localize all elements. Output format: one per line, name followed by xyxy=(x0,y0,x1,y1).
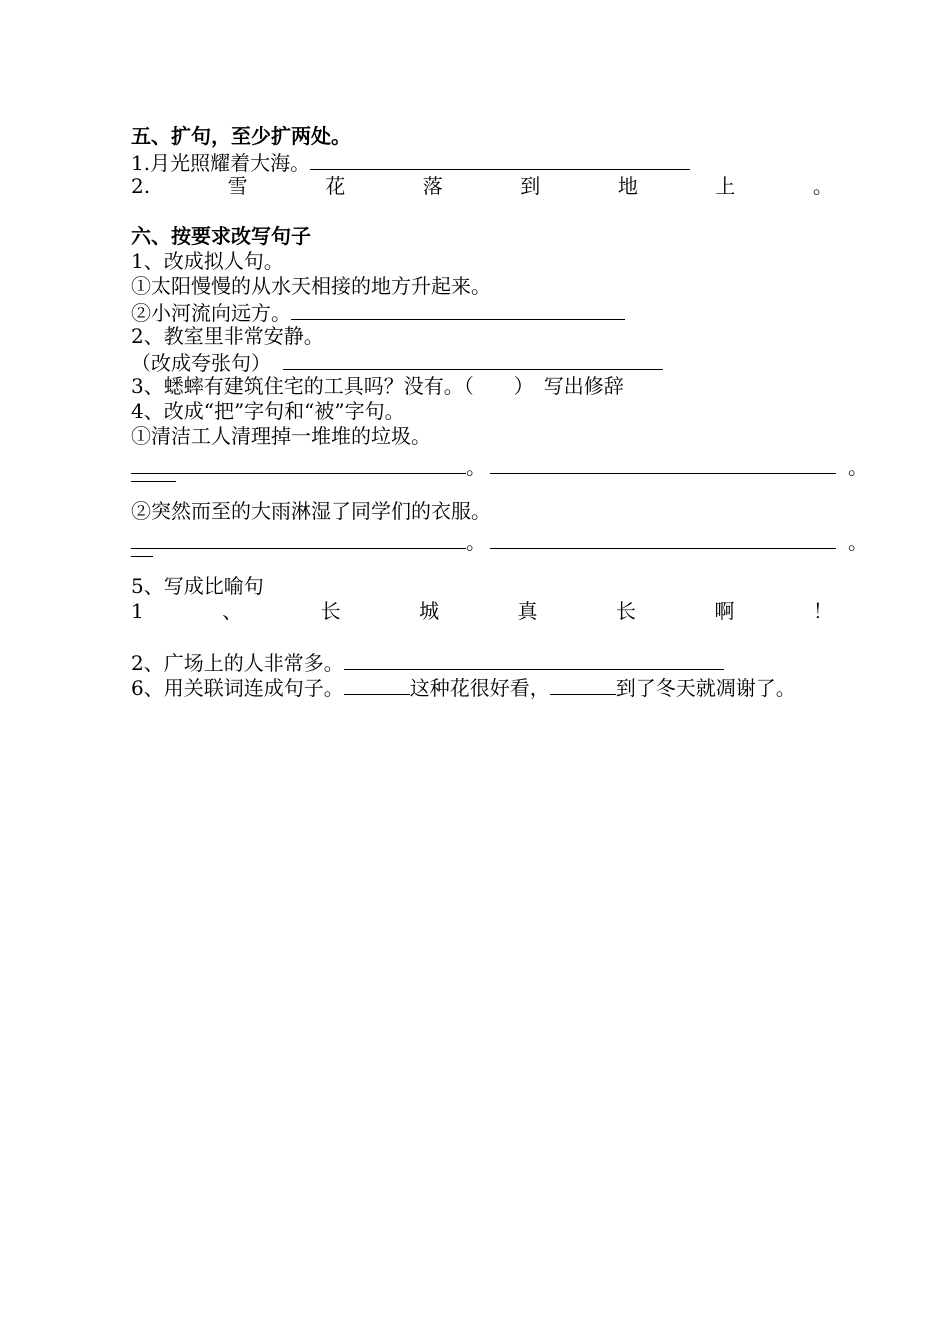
item2-char: 2. xyxy=(131,174,151,198)
q4-a-answers xyxy=(131,449,866,481)
q1-b-answer-blank[interactable] xyxy=(291,299,625,320)
q5-char: ！ xyxy=(812,599,833,623)
section5-heading: 五、扩句，至少扩两处。 xyxy=(131,124,351,148)
section5-item1 xyxy=(131,149,866,174)
item2-char: 到 xyxy=(520,174,541,198)
overflow-blank xyxy=(131,556,153,557)
q6-blank-2[interactable] xyxy=(550,674,616,695)
q4-a-blank-2[interactable] xyxy=(490,453,836,474)
q4-b: ②突然而至的大雨淋湿了同学们的衣服。 xyxy=(131,499,491,523)
q4-b-blank-2[interactable] xyxy=(490,528,836,549)
section5-item2 xyxy=(131,174,866,199)
item2-char: 花 xyxy=(325,174,346,198)
q4-b-overflow xyxy=(131,556,866,574)
q5-char: 1 xyxy=(131,599,144,623)
q5-2 xyxy=(131,649,866,674)
q2-hint: （改成夸张句） xyxy=(131,351,271,375)
q6 xyxy=(131,674,866,699)
item2-char: 。 xyxy=(812,174,833,198)
q3: 3、蟋蟀有建筑住宅的工具吗？没有。（ ） 写出修辞 xyxy=(131,374,624,398)
q5-1-spread-text xyxy=(131,599,833,624)
q1-title: 1、改成拟人句。 xyxy=(131,249,284,273)
q6-start: 6、用关联词连成句子。 xyxy=(131,676,344,700)
q5-2-text: 2、广场上的人非常多。 xyxy=(131,651,344,675)
worksheet xyxy=(131,124,866,699)
q5-title: 5、写成比喻句 xyxy=(131,574,264,598)
q5-char: 长 xyxy=(320,599,341,623)
q4-b-blank-1[interactable] xyxy=(131,528,466,549)
q4-a-blank-1[interactable] xyxy=(131,453,466,474)
q5-char: 长 xyxy=(616,599,636,623)
q1-b-text: ②小河流向远方。 xyxy=(131,301,291,325)
q5-char: 啊 xyxy=(714,599,735,623)
q4-a-overflow xyxy=(131,481,866,499)
q2-hint-line xyxy=(131,349,866,374)
q5-char: 城 xyxy=(419,599,440,623)
q1-b xyxy=(131,299,866,324)
item1-answer-blank[interactable] xyxy=(310,149,690,170)
q6-mid: 这种花很好看， xyxy=(409,676,550,700)
q4-a: ①清洁工人清理掉一堆堆的垃圾。 xyxy=(131,424,431,448)
overflow-blank xyxy=(131,481,176,482)
item1-text: 1.月光照耀着大海。 xyxy=(131,151,311,175)
item2-char: 上 xyxy=(715,174,736,198)
q5-1 xyxy=(131,599,866,624)
q1-a: ①太阳慢慢的从水天相接的地方升起来。 xyxy=(131,274,491,298)
item2-char: 地 xyxy=(617,174,638,198)
q5-char: 真 xyxy=(517,599,538,623)
q2-title: 2、教室里非常安静。 xyxy=(131,324,324,348)
q5-2-answer-blank[interactable] xyxy=(344,649,724,670)
period: 。 xyxy=(466,530,486,554)
q6-end: 到了冬天就凋谢了。 xyxy=(615,676,796,700)
q4-title: 4、改成“把”字句和“被”字句。 xyxy=(131,399,405,423)
q5-char: 、 xyxy=(222,599,243,623)
period: 。 xyxy=(848,455,868,479)
item2-char: 雪 xyxy=(227,174,248,198)
q4-b-answers xyxy=(131,524,866,556)
period: 。 xyxy=(848,530,868,554)
period: 。 xyxy=(466,455,486,479)
section6-heading: 六、按要求改写句子 xyxy=(131,224,311,248)
q2-answer-blank[interactable] xyxy=(283,349,663,370)
item2-char: 落 xyxy=(422,174,443,198)
q6-blank-1[interactable] xyxy=(344,674,410,695)
item2-spread-text xyxy=(131,174,833,199)
